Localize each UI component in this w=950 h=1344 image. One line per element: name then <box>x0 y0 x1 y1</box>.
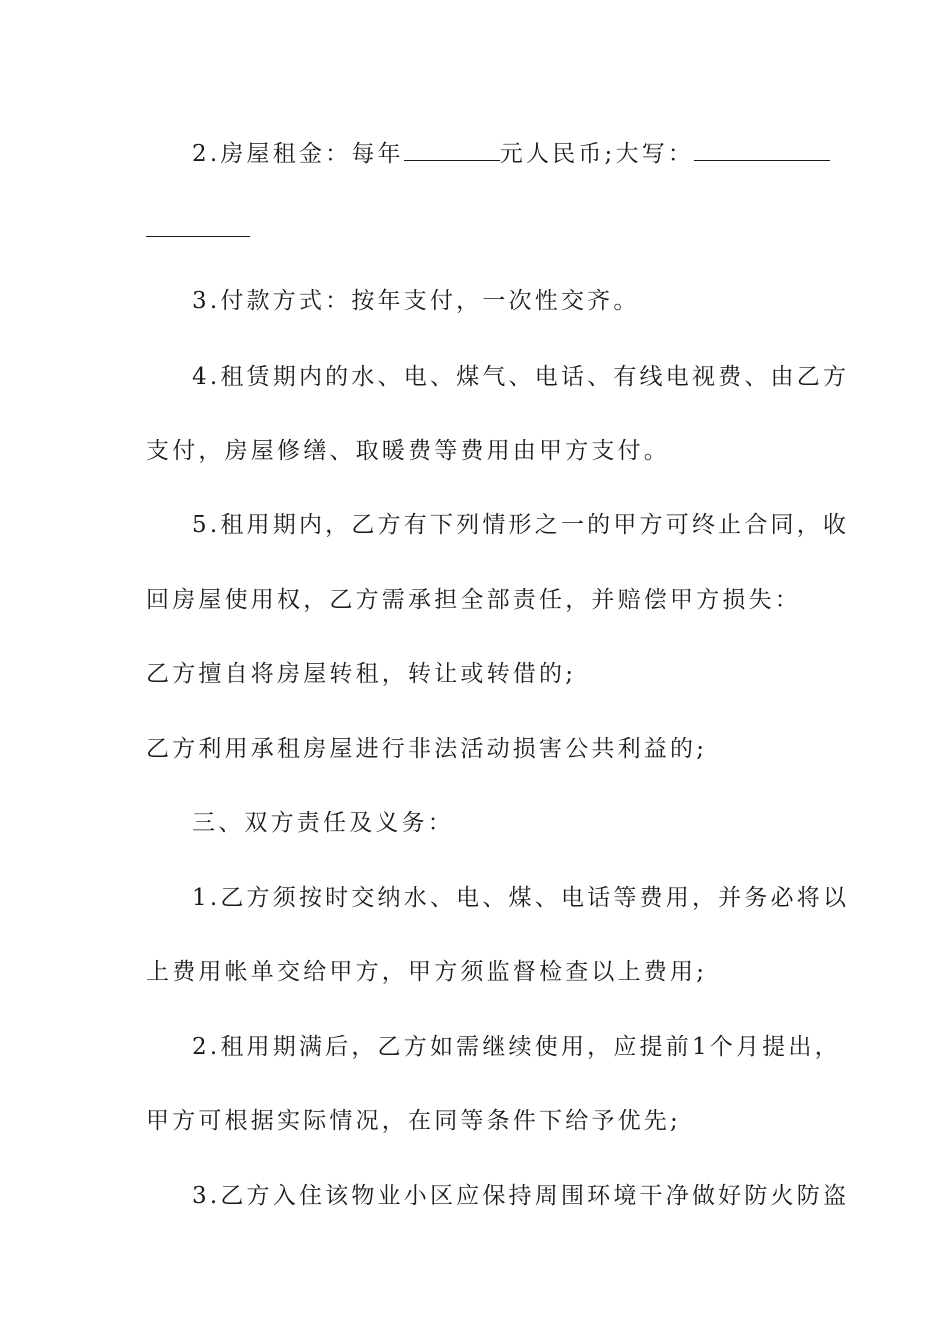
termination-clause-line-1: 5.租用期内，乙方有下列情形之一的甲方可终止合同，收 <box>192 512 850 538</box>
annual-rent-blank <box>404 138 500 161</box>
duty-2-line-2: 甲方可根据实际情况，在同等条件下给予优先; <box>146 1108 681 1134</box>
rent-clause-uppercase-label: 元人民币;大写： <box>499 141 695 167</box>
payment-method-clause: 3.付款方式：按年支付，一次性交齐。 <box>192 288 640 314</box>
duty-1-line-1: 1.乙方须按时交纳水、电、煤、电话等费用，并务必将以 <box>192 885 850 911</box>
utilities-clause-line-1: 4.租赁期内的水、电、煤气、电话、有线电视费、由乙方 <box>192 364 850 390</box>
utilities-clause-line-2: 支付，房屋修缮、取暖费等费用由甲方支付。 <box>146 438 670 464</box>
section-heading-responsibilities: 三、双方责任及义务： <box>192 810 454 836</box>
uppercase-amount-blank <box>694 138 830 161</box>
termination-clause-line-2: 回房屋使用权，乙方需承担全部责任，并赔偿甲方损失： <box>146 587 801 613</box>
termination-case-sublet: 乙方擅自将房屋转租，转让或转借的; <box>146 661 577 687</box>
duty-1-line-2: 上费用帐单交给甲方，甲方须监督检查以上费用; <box>146 959 708 985</box>
uppercase-amount-blank-continued <box>146 236 250 237</box>
duty-2-line-1: 2.租用期满后，乙方如需继续使用，应提前1个月提出， <box>192 1034 841 1060</box>
duty-3-line-1: 3.乙方入住该物业小区应保持周围环境干净做好防火防盗 <box>192 1183 850 1209</box>
rent-clause <box>192 138 830 169</box>
rent-clause-label: 2.房屋租金：每年 <box>192 141 404 167</box>
termination-case-illegal-use: 乙方利用承租房屋进行非法活动损害公共利益的; <box>146 736 708 762</box>
